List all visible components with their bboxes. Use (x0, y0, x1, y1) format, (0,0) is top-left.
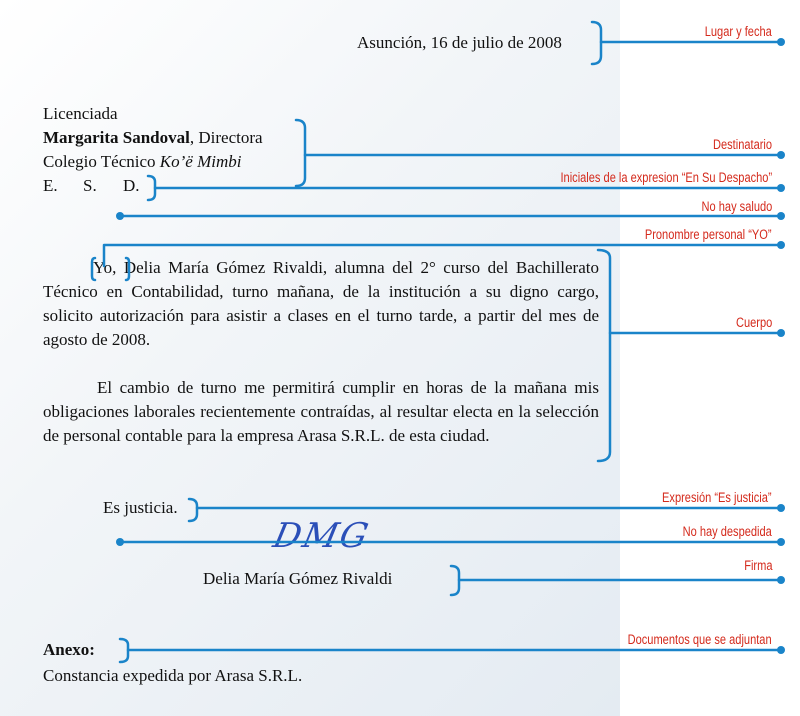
annex-item: Constancia expedida por Arasa S.R.L. (43, 666, 303, 685)
label-no-despedida: No hay despedida (682, 524, 772, 539)
annex-title: Anexo: (43, 640, 95, 659)
label-iniciales: Iniciales de la expresion “En Su Despacho” (560, 170, 772, 185)
signature: DMG (269, 516, 374, 556)
esd-d: D. (123, 176, 140, 195)
label-pronombre: Pronombre personal “YO” (645, 227, 772, 242)
label-destinatario: Destinatario (712, 137, 772, 152)
yo-pronoun: Yo, (93, 258, 117, 277)
recipient-role: , Directora (189, 128, 263, 147)
school-prefix: Colegio Técnico (43, 152, 160, 171)
label-cuerpo: Cuerpo (735, 315, 772, 330)
place-date: Asunción, 16 de julio de 2008 (357, 33, 562, 52)
recipient-title: Licenciada (43, 104, 118, 123)
label-es-justicia: Expresión “Es justicia” (662, 490, 772, 505)
closing-expression: Es justicia. (103, 498, 178, 517)
body-p1-text: Delia María Gómez Rivaldi, alumna del 2° curso del Bachillerato Técnico en Contabilidad, turno mañana, de la institución a su digno cargo, solicito autorización para asistir a clases en el turno tarde, a partir del mes de agosto de 2008. (43, 258, 599, 349)
school-name: Ko’ë Mimbi (159, 152, 242, 171)
esd-e: E. (43, 176, 58, 195)
signer-name: Delia María Gómez Rivaldi (203, 569, 393, 588)
body-p2-text: El cambio de turno me permitirá cumplir en horas de la mañana mis obligaciones laborales recientemente contraídas, al resultar electa en la selección de personal contable para la empresa Arasa S.R.L. de esta ciudad. (43, 378, 599, 445)
recipient-name: Margarita Sandoval (43, 128, 190, 147)
esd-s: S. (83, 176, 97, 195)
label-documentos: Documentos que se adjuntan (627, 632, 772, 647)
label-no-saludo: No hay saludo (701, 199, 772, 214)
label-lugar-fecha: Lugar y fecha (704, 24, 772, 39)
label-firma: Firma (743, 558, 772, 573)
